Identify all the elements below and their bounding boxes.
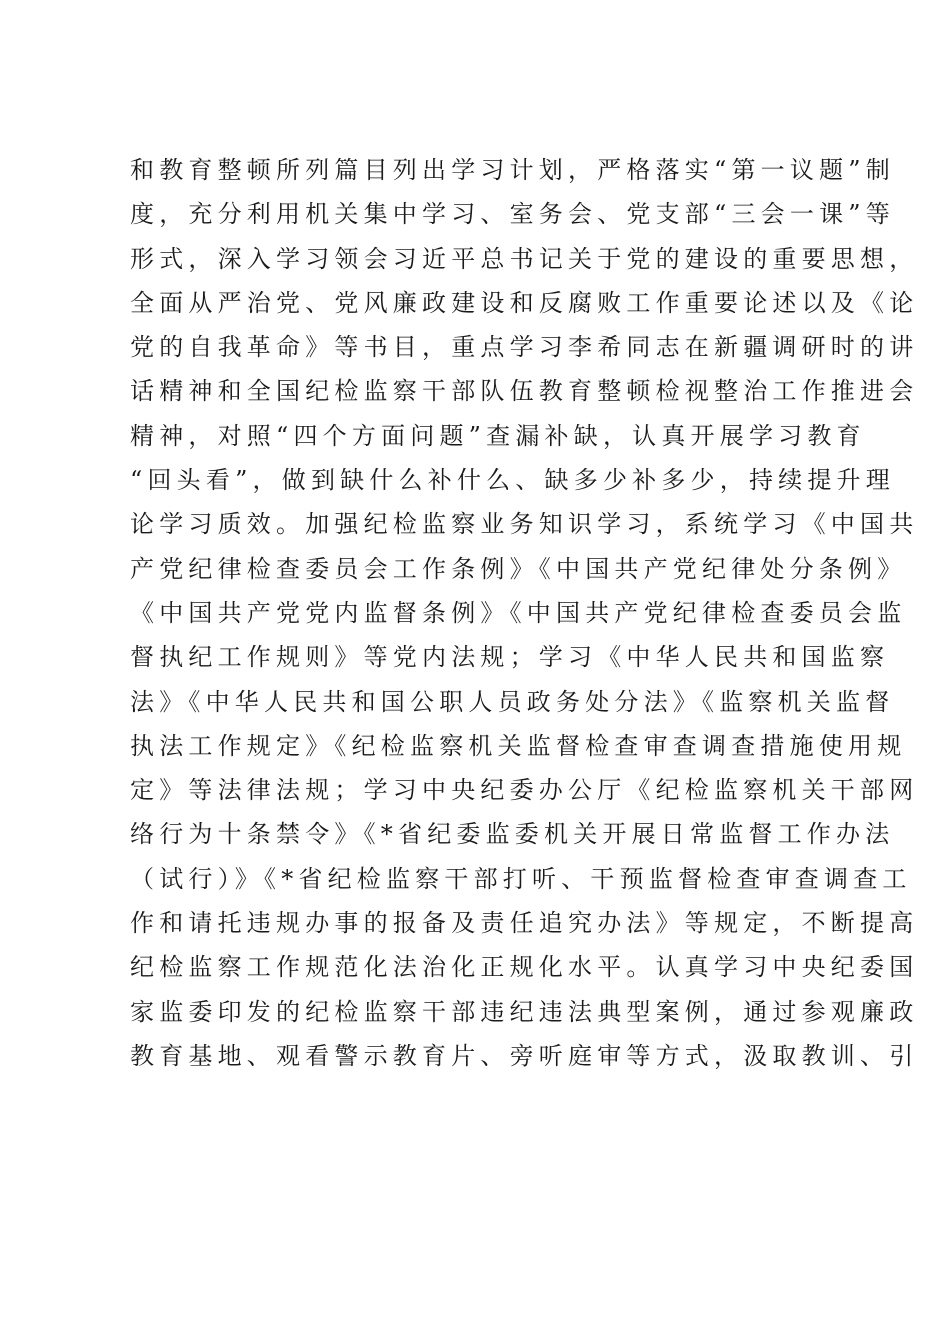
text-line: 执法工作规定》《纪检监察机关监督检查审查调查措施使用规 bbox=[130, 731, 907, 760]
text-line: 法》《中华人民共和国公职人员政务处分法》《监察机关监督 bbox=[130, 687, 895, 716]
text-line: 和教育整顿所列篇目列出学习计划，严格落实“第一议题”制 bbox=[130, 156, 895, 184]
text-line: 纪检监察工作规范化法治化正规化水平。认真学习中央纪委国 bbox=[130, 953, 919, 982]
text-line: 作和请托违规办事的报备及责任追究办法》等规定，不断提高 bbox=[130, 909, 919, 938]
text-line: 精神，对照“四个方面问题”查漏补缺，认真开展学习教育 bbox=[130, 421, 866, 450]
text-line: 论学习质效。加强纪检监察业务知识学习，系统学习《中国共 bbox=[130, 510, 919, 539]
text-line: “回头看”，做到缺什么补什么、缺多少补多少，持续提升理 bbox=[130, 466, 895, 495]
text-line: 督执纪工作规则》等党内法规；学习《中华人民共和国监察 bbox=[130, 643, 890, 672]
body-paragraph bbox=[130, 148, 919, 1078]
text-line: 教育基地、观看警示教育片、旁听庭审等方式，汲取教训、引 bbox=[130, 1041, 919, 1070]
text-line: 形式，深入学习领会习近平总书记关于党的建设的重要思想， bbox=[130, 244, 919, 273]
text-line: 络行为十条禁令》《*省纪委监委机关开展日常监督工作办法 bbox=[130, 820, 895, 849]
text-line: 度，充分利用机关集中学习、室务会、党支部“三会一课”等 bbox=[130, 200, 895, 229]
text-line: 党的自我革命》等书目，重点学习李希同志在新疆调研时的讲 bbox=[130, 333, 919, 362]
text-line: 《中国共产党党内监督条例》《中国共产党纪律检查委员会监 bbox=[130, 598, 907, 627]
text-line: （试行）》《*省纪检监察干部打听、干预监督检查审查调查工 bbox=[130, 864, 912, 893]
text-line: 定》等法律法规；学习中央纪委办公厅《纪检监察机关干部网 bbox=[130, 776, 919, 805]
text-line: 话精神和全国纪检监察干部队伍教育整顿检视整治工作推进会 bbox=[130, 377, 919, 406]
text-line: 家监委印发的纪检监察干部违纪违法典型案例，通过参观廉政 bbox=[130, 997, 919, 1026]
text-line: 产党纪律检查委员会工作条例》《中国共产党纪律处分条例》 bbox=[130, 554, 907, 583]
text-line: 全面从严治党、党风廉政建设和反腐败工作重要论述以及《论 bbox=[130, 288, 919, 317]
